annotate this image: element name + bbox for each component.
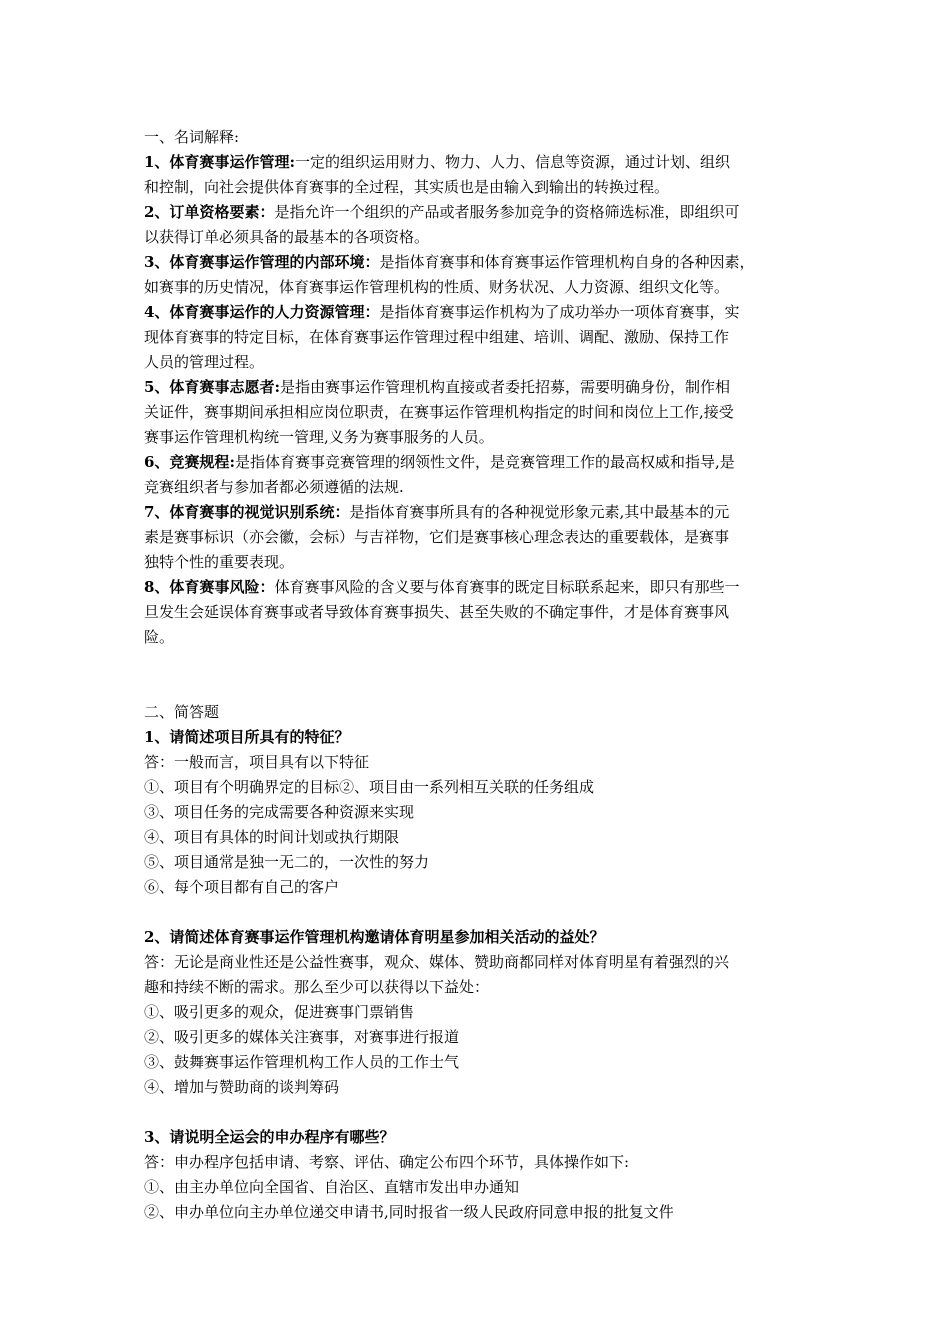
definition-text: 一定的组织运用财力、物力、人力、信息等资源，通过计划、组织 — [294, 153, 730, 171]
section-heading: 一、名词解释: — [144, 128, 240, 146]
definition-text: 素是赛事标识（亦会徽，会标）与吉祥物，它们是赛事核心理念表达的重要载体，是赛事 — [144, 528, 730, 546]
answer-line: ①、项目有个明确界定的目标②、项目由一系列相互关联的任务组成 — [144, 778, 595, 796]
definition-term: 5、体育赛事志愿者: — [144, 378, 280, 396]
definition-text: 是指由赛事运作管理机构直接或者委托招募，需要明确身份，制作相 — [279, 378, 730, 396]
definition-text: 关证件，赛事期间承担相应岗位职责，在赛事运作管理机构指定的时间和岗位上工作,接受 — [144, 403, 734, 421]
definition-item — [144, 250, 824, 300]
definition-item — [144, 300, 824, 375]
answer-line: ⑥、每个项目都有自己的客户 — [144, 878, 340, 896]
answer-line: ①、吸引更多的观众，促进赛事门票销售 — [144, 1003, 415, 1021]
definition-text: 如赛事的历史情况，体育赛事运作管理机构的性质、财务状况、人力资源、组织文化等。 — [144, 278, 730, 296]
answer-line: ①、由主办单位向全国省、自治区、直辖市发出申办通知 — [144, 1178, 520, 1196]
question-text: 1、请简述项目所具有的特征？ — [144, 728, 350, 746]
definition-text: 是指体育赛事和体育赛事运作管理机构自身的各种因素， — [379, 253, 755, 271]
definition-item — [144, 375, 824, 450]
definition-text: 赛事运作管理机构统一管理,义务为赛事服务的人员。 — [144, 428, 494, 446]
definition-text: 旦发生会延误体育赛事或者导致体育赛事损失、甚至失败的不确定事件，才是体育赛事风 — [144, 603, 730, 621]
answer-line: ④、项目有具体的时间计划或执行期限 — [144, 828, 400, 846]
definition-item — [144, 500, 824, 575]
qa-item — [144, 925, 824, 1100]
definition-term: 1、体育赛事运作管理: — [144, 153, 295, 171]
definition-term: 4、体育赛事运作的人力资源管理： — [144, 303, 380, 321]
paragraph-spacer — [144, 1100, 824, 1125]
answer-line: ④、增加与赞助商的谈判筹码 — [144, 1078, 340, 1096]
definition-text: 以获得订单必须具备的最基本的各项资格。 — [144, 228, 430, 246]
definition-term: 2、订单资格要素： — [144, 203, 275, 221]
definition-term: 8、体育赛事风险： — [144, 578, 275, 596]
answer-line: ②、吸引更多的媒体关注赛事，对赛事进行报道 — [144, 1028, 460, 1046]
definition-text: 人员的管理过程。 — [144, 353, 265, 371]
document-body — [144, 125, 824, 1225]
definition-text: 竞赛组织者与参加者都必须遵循的法规. — [144, 478, 404, 496]
definition-item — [144, 150, 824, 200]
definition-text: 是指体育赛事所具有的各种视觉形象元素,其中最基本的元 — [349, 503, 730, 521]
answer-line: ②、申办单位向主办单位递交申请书,同时报省一级人民政府同意申报的批复文件 — [144, 1203, 674, 1221]
definition-term: 7、体育赛事的视觉识别系统： — [144, 503, 350, 521]
definition-text: 是指允许一个组织的产品或者服务参加竞争的资格筛选标准，即组织可 — [274, 203, 740, 221]
answer-line: ⑤、项目通常是独一无二的，一次性的努力 — [144, 853, 430, 871]
definition-item — [144, 200, 824, 250]
definition-term: 6、竞赛规程: — [144, 453, 235, 471]
answer-line: 答：申办程序包括申请、考察、评估、确定公布四个环节，具体操作如下: — [144, 1153, 630, 1171]
definition-text: 独特个性的重要表现。 — [144, 553, 295, 571]
definition-item — [144, 575, 824, 650]
qa-item — [144, 1125, 824, 1225]
qa-item — [144, 725, 824, 900]
definition-term: 3、体育赛事运作管理的内部环境： — [144, 253, 380, 271]
definition-text: 是指体育赛事运作机构为了成功举办一项体育赛事，实 — [379, 303, 740, 321]
definition-text: 现体育赛事的特定目标，在体育赛事运作管理过程中组建、培训、调配、激励、保持工作 — [144, 328, 730, 346]
question-text: 3、请说明全运会的申办程序有哪些？ — [144, 1128, 395, 1146]
answer-line: 趣和持续不断的需求。那么至少可以获得以下益处： — [144, 978, 490, 996]
definition-text: 是指体育赛事竞赛管理的纲领性文件，是竞赛管理工作的最高权威和指导,是 — [234, 453, 735, 471]
section-heading: 二、简答题 — [144, 703, 220, 721]
question-text: 2、请简述体育赛事运作管理机构邀请体育明星参加相关活动的益处？ — [144, 928, 605, 946]
section-spacer — [144, 650, 824, 700]
definition-text: 体育赛事风险的含义要与体育赛事的既定目标联系起来，即只有那些一 — [274, 578, 740, 596]
definition-text: 险。 — [144, 628, 175, 646]
definition-item — [144, 450, 824, 500]
answer-line: ③、项目任务的完成需要各种资源来实现 — [144, 803, 415, 821]
definition-text: 和控制，向社会提供体育赛事的全过程，其实质也是由输入到输出的转换过程。 — [144, 178, 670, 196]
answer-line: ③、鼓舞赛事运作管理机构工作人员的工作士气 — [144, 1053, 460, 1071]
answer-line: 答：无论是商业性还是公益性赛事，观众、媒体、赞助商都同样对体育明星有着强烈的兴 — [144, 953, 730, 971]
paragraph-spacer — [144, 900, 824, 925]
answer-line: 答：一般而言，项目具有以下特征 — [144, 753, 370, 771]
